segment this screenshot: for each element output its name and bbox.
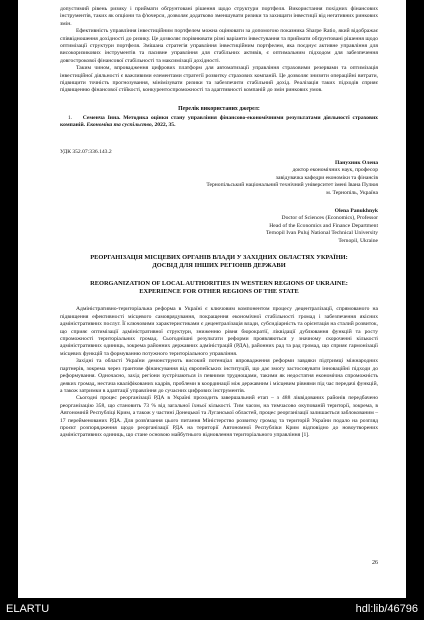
intro-section: [60, 6, 378, 95]
intro-paragraph-1: допустимий рівень ризику і приймати обґрунтовані рішення щодо структури портфеля. Використання похідних фінансових інструментів, таких як опціони та ф'ючерси, дозволяє додатково зменшувати ризики та захищати інвестиції від негативних ринкових змін.: [60, 6, 378, 27]
title-ua-line: РЕОРГАНІЗАЦІЯ МІСЦЕВИХ ОРГАНІВ ВЛАДИ У ЗАХІДНИХ ОБЛАСТЯХ УКРАЇНИ:: [90, 253, 348, 261]
reference-journal: Економіка та суспільство,: [86, 122, 154, 129]
author-en-name: Olena Panukhnyk: [334, 207, 378, 214]
body-paragraph-3: Сьогодні процес реорганізації РДА в Україні проходить завершальний етап – з 488 ліквідованих районів передбачено реорганізацію 358, що становить 73 % від загальної їхньої кількості. Тим часом, на тимчасово окупованій території, зокрема, в Автономній Республіці Крим, а також у частині Донецької та Луганської областей, процес реорганізації залишається заблокованим – 17 перейменованих РДА. Для розв'язання цього питання Міністерство розвитку громад та територій України подало на розгляд проєкт розпорядження щодо реорганізації РДА на території Автономної Республіки Крим відповідно до новоутворених адміністративних одиниць, що стане основою майбутнього відновлення територіального управління [1].: [60, 395, 378, 439]
intro-paragraph-2: Ефективність управління інвестиційним портфелем можна оцінювати за допомогою показника Sharpe Ratio, який відображає співвідношення дохідності до ризику. Це дозволяє порівнювати різні варіанти інвестування та приймати обґрунтовані рішення щодо оптимізації структури портфеля. Змішана стратегія управління інвестиційним портфелем, яка поєднує активне управління для високоризикових інструментів та пасивне управління для стабільних активів, є оптимальним підходом для забезпечення довгострокової фінансової стабільності та максимізації дохідності.: [60, 28, 378, 64]
footer-handle-link[interactable]: hdl:lib/46796: [355, 603, 418, 615]
udc-code: УДК 352.07:336.143.2: [60, 148, 112, 155]
reference-item: [60, 115, 378, 130]
title-en-line: EXPERIENCE FOR OTHER REGIONS OF THE STATE: [139, 288, 299, 296]
author-ua-line: Тернопільський національний технічний університет імені Івана Пулюя: [206, 182, 378, 189]
page-number: 26: [372, 560, 378, 566]
author-ua-line: м. Тернопіль, Україна: [326, 190, 378, 197]
author-en-line: Ternopil Ivan Puluj National Technical University: [265, 230, 378, 237]
reference-tail: 2022, 35.: [153, 122, 176, 129]
body-paragraph-2: Західні та області України демонструють високий потенціал впровадження реформи завдяки підтримці міжнародних партнерів, зокрема через грантове фінансування від європейських інституцій, що дає змогу застосовувати інноваційні підходи до реформування. Одночасно, захід регіони зустрічаються із певними труднощами, такими як недостатня економічна спроможність деяких громад, нестача кваліфікованих кадрів, проблеми в координації між державним і місцевим рівнями під час передачі функцій, а також затримки в адаптації управління до сучасних цифрових інструментів.: [60, 358, 378, 394]
article-title-en: [60, 280, 378, 296]
author-en-line: Ternopil, Ukraine: [338, 238, 378, 245]
intro-paragraph-3: Таким чином, впровадження цифрових платформ для автоматизації управління страховими резервами та оптимізація інвестиційної діяльності є важливими елементами стратегії розвитку страхових компаній. Це дозволяє знизити операційні витрати, підвищити точність прогнозування, мінімізувати ризики та забезпечити стабільний дохід. Реалізація таких підходів сприяє підвищенню фінансової стійкості, конкурентоспроможності та адаптивності компаній до змін ринкових умов.: [60, 65, 378, 94]
author-ua-line: завідувачка кафедри економіки та фінансів: [275, 174, 378, 181]
author-ua-name: Панухник Олена: [334, 159, 378, 166]
author-en-line: Head of the Economics and Finance Department: [269, 222, 378, 229]
repository-footer: [0, 598, 424, 620]
reference-number: 1.: [68, 114, 73, 121]
document-page: [18, 0, 406, 598]
author-ua-block: [60, 160, 378, 198]
author-ua-line: доктор економічних наук, професор: [292, 167, 378, 174]
article-title-ua: [60, 254, 378, 270]
author-en-block: [60, 208, 378, 246]
body-section: [60, 306, 378, 439]
author-en-line: Doctor of Sciences (Economics), Professor: [281, 215, 378, 222]
references-heading: Перелік використаних джерел:: [178, 105, 260, 112]
footer-left-label: ELARTU: [6, 603, 50, 615]
body-paragraph-1: Адміністративно-територіальна реформа в Україні є ключовим компонентом процесу децентралізації, спрямованого на підвищення ефективності місцевого самоврядування, покращення економічної стабільності громад і забезпечення якісних адміністративних послуг. Її ключовими характеристиками є децентралізація влади, субсидіарність та орієнтація на сталий розвиток, що сприяє оптимізації адміністративної структури, зниженню рівня бюрократії, ліквідації дублювання функцій та росту спроможності територіальних громад. Сьогоднішні результати реформи проявляються у значному скороченні кількості адміністративних одиниць, зокрема районних державних адміністрацій (РДА), районних рад та рад громад, що сприяє гармонізації місцевих функцій та формуванню потужного територіального управління.: [60, 306, 378, 357]
title-en-line: REORGANIZATION OF LOCAL AUTHORITIES IN WESTERN REGIONS OF UKRAINE:: [90, 280, 348, 288]
reference-bold-text: Семенча Інна. Методика оцінки стану управління фінансово-економічними результатами діяльності страхових компаній.: [60, 114, 378, 129]
title-ua-line: ДОСВІД ДЛЯ ІНШИХ РЕГІОНІВ ДЕРЖАВИ: [152, 261, 286, 269]
